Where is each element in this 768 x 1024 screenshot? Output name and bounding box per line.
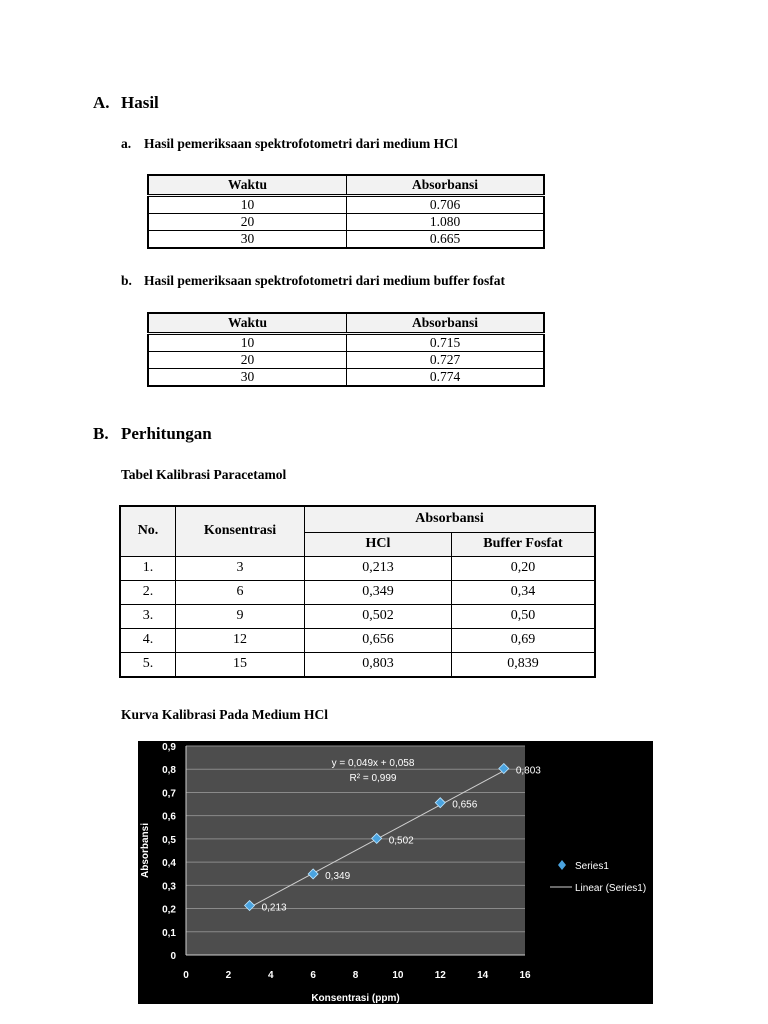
table-row [120, 652, 595, 677]
y-tick-label: 0,9 [162, 742, 176, 753]
table-row [148, 214, 544, 231]
subheading-a-title: Hasil pemeriksaan spektrofotometri dari medium HCl [144, 136, 458, 151]
section-a-title: Hasil [121, 93, 159, 112]
y-tick-label: 0,5 [162, 834, 176, 846]
data-label: 0,656 [452, 799, 478, 811]
x-tick-label: 2 [225, 970, 232, 981]
column-header-waktu: Waktu [148, 313, 347, 334]
column-header-absorbansi: Absorbansi [305, 506, 596, 532]
cell-waktu: 20 [148, 352, 347, 369]
cell-no: 3. [120, 604, 176, 628]
table-row [120, 580, 595, 604]
cell-no: 5. [120, 652, 176, 677]
data-label: 0,349 [325, 870, 351, 882]
legend-label-series1: Series1 [575, 861, 609, 872]
table-row [148, 352, 544, 369]
cell-hcl: 0,502 [305, 604, 452, 628]
x-axis-title: Konsentrasi (ppm) [311, 993, 400, 1004]
column-header-buffer-fosfat: Buffer Fosfat [452, 532, 596, 556]
cell-absorbansi: 0.774 [347, 369, 545, 387]
data-label: 0,803 [515, 765, 541, 777]
table-row [120, 556, 595, 580]
column-header-hcl: HCl [305, 532, 452, 556]
cell-waktu: 10 [148, 334, 347, 352]
subheading-b-title: Hasil pemeriksaan spektrofotometri dari medium buffer fosfat [144, 273, 505, 288]
table-row [148, 196, 544, 214]
y-axis-title: Absorbansi [140, 822, 151, 879]
cell-waktu: 10 [148, 196, 347, 214]
calibration-table [119, 505, 596, 678]
x-tick-label: 10 [392, 970, 404, 981]
cell-no: 4. [120, 628, 176, 652]
cell-waktu: 20 [148, 214, 347, 231]
subheading-b [121, 273, 505, 289]
calibration-table-title: Tabel Kalibrasi Paracetamol [121, 467, 287, 482]
legend-label-linear: Linear (Series1) [575, 883, 647, 894]
cell-konsentrasi: 12 [176, 628, 305, 652]
table-buffer-fosfat [147, 312, 545, 387]
y-tick-label: 0 [170, 951, 176, 962]
y-tick-label: 0,1 [162, 927, 176, 939]
cell-hcl: 0,803 [305, 652, 452, 677]
table-hcl [147, 174, 545, 249]
section-b-title: Perhitungan [121, 424, 212, 443]
cell-hcl: 0,656 [305, 628, 452, 652]
calibration-chart-svg [138, 741, 653, 1004]
cell-absorbansi: 1.080 [347, 214, 545, 231]
column-header-absorbansi: Absorbansi [347, 175, 545, 196]
y-tick-label: 0,4 [162, 858, 176, 870]
section-a-number: A. [93, 93, 110, 112]
subheading-b-number: b. [121, 273, 132, 288]
cell-absorbansi: 0.706 [347, 196, 545, 214]
table-row [148, 369, 544, 387]
trendline-equation: y = 0,049x + 0,058 [331, 758, 415, 769]
cell-absorbansi: 0.715 [347, 334, 545, 352]
table-row [148, 334, 544, 352]
cell-buffer-fosfat: 0,34 [452, 580, 596, 604]
y-tick-label: 0,6 [162, 811, 176, 823]
table-row [120, 604, 595, 628]
y-tick-label: 0,8 [162, 765, 176, 777]
x-tick-label: 0 [183, 970, 189, 981]
cell-buffer-fosfat: 0,839 [452, 652, 596, 677]
cell-no: 2. [120, 580, 176, 604]
cell-buffer-fosfat: 0,69 [452, 628, 596, 652]
section-b-heading [93, 424, 212, 444]
cell-konsentrasi: 15 [176, 652, 305, 677]
cell-konsentrasi: 6 [176, 580, 305, 604]
cell-no: 1. [120, 556, 176, 580]
column-header-konsentrasi: Konsentrasi [176, 506, 305, 556]
y-tick-label: 0,7 [162, 788, 176, 800]
cell-waktu: 30 [148, 231, 347, 249]
column-header-absorbansi: Absorbansi [347, 313, 545, 334]
y-tick-label: 0,3 [162, 881, 176, 893]
x-tick-label: 4 [267, 970, 274, 981]
section-b-number: B. [93, 424, 109, 443]
table-row [148, 231, 544, 249]
calibration-chart [138, 741, 653, 1004]
y-tick-label: 0,2 [162, 904, 176, 916]
cell-konsentrasi: 9 [176, 604, 305, 628]
cell-buffer-fosfat: 0,50 [452, 604, 596, 628]
cell-buffer-fosfat: 0,20 [452, 556, 596, 580]
section-a-heading [93, 93, 159, 113]
subheading-a-number: a. [121, 136, 132, 151]
table-row [120, 628, 595, 652]
legend-marker-series1 [558, 860, 566, 870]
x-tick-label: 8 [352, 970, 359, 981]
x-tick-label: 14 [477, 970, 489, 981]
x-tick-label: 16 [519, 970, 531, 981]
subheading-a [121, 136, 458, 152]
data-label: 0,213 [261, 902, 287, 914]
cell-hcl: 0,349 [305, 580, 452, 604]
cell-waktu: 30 [148, 369, 347, 387]
x-tick-label: 12 [434, 970, 446, 981]
cell-absorbansi: 0.727 [347, 352, 545, 369]
chart-title: Kurva Kalibrasi Pada Medium HCl [121, 707, 329, 722]
column-header-no: No. [120, 506, 176, 556]
trendline-r2: R² = 0,999 [349, 773, 397, 784]
data-label: 0,502 [388, 835, 414, 847]
cell-hcl: 0,213 [305, 556, 452, 580]
column-header-waktu: Waktu [148, 175, 347, 196]
cell-absorbansi: 0.665 [347, 231, 545, 249]
cell-konsentrasi: 3 [176, 556, 305, 580]
x-tick-label: 6 [310, 970, 316, 981]
